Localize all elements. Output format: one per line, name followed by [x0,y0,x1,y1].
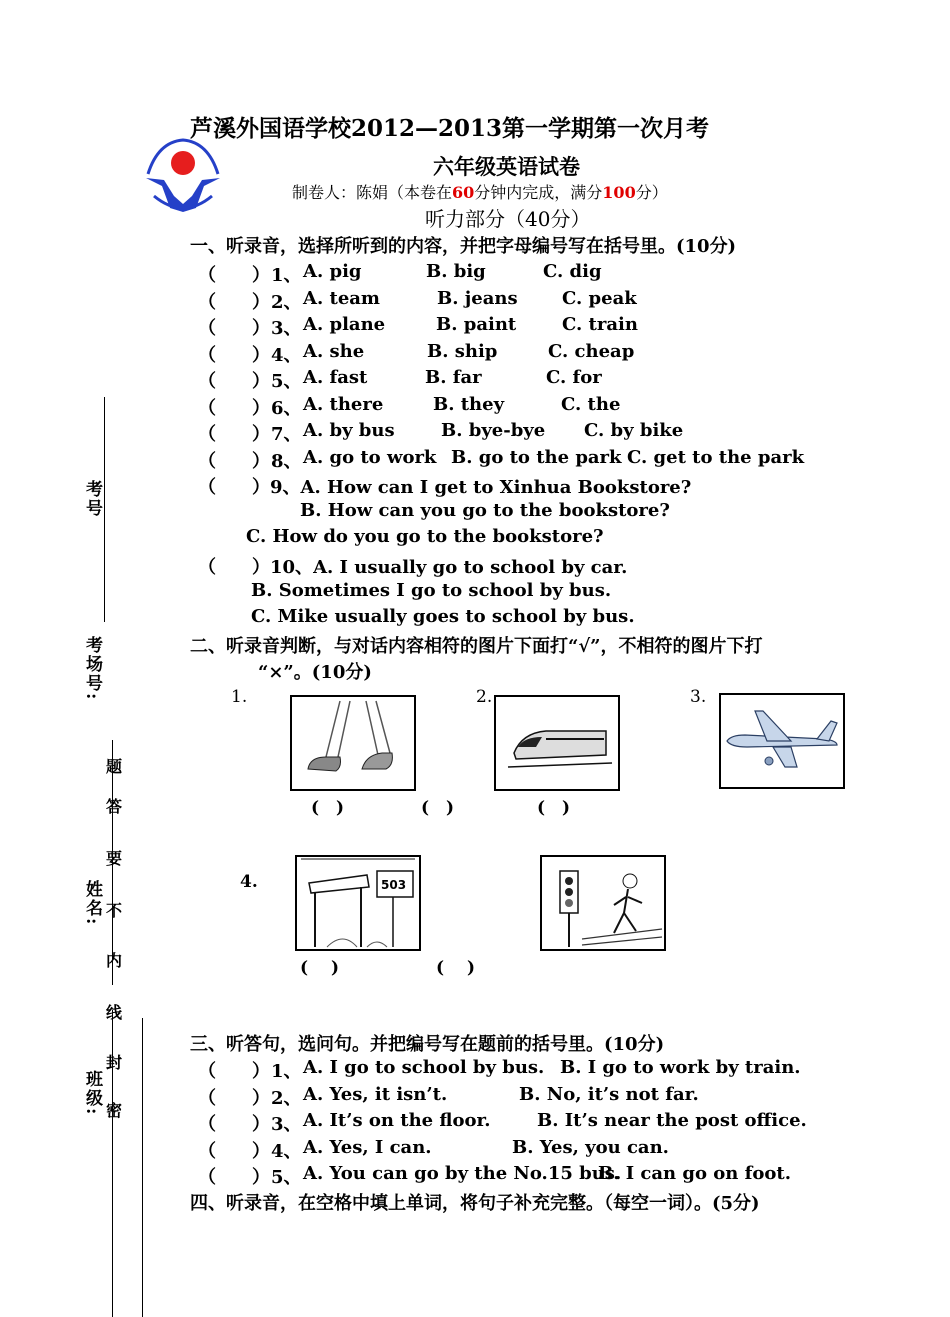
option-c: C. the [561,393,621,415]
walking-feet-picture [290,695,416,791]
bullet-train-picture [494,695,620,791]
seal-char: 封 [106,1053,123,1072]
info-score: 100 [602,183,636,202]
question-number: 3、 [271,318,302,339]
exam-info [292,180,668,203]
q10-option-c: C. Mike usually goes to school by bus. [251,606,635,627]
option-b: B. bye-bye [441,420,546,441]
seal-char: 题 [106,757,123,776]
section2-heading-2: “×”。(10分) [258,662,372,683]
option-a: A. How can I get to Xinhua Bookstore? [300,477,692,498]
option-c: C. by bike [584,420,684,441]
section4-heading: 四、听录音，在空格中填上单词，将句子补充完整。（每空一词）。(5分) [190,1193,760,1214]
option-a: A. fast [303,367,368,388]
seal-char: 不 [106,901,123,920]
traffic-light-picture [540,855,666,951]
option-a: A. team [303,287,380,309]
option-b: B. It’s near the post office. [537,1110,807,1131]
question-number: 7、 [271,424,302,445]
answer-paren[interactable]: （ ） [198,1140,270,1162]
q9-option-c: C. How do you go to the bookstore? [246,526,604,547]
q9-line-a [198,473,691,499]
exam-number-label: 考号 [82,480,102,518]
seal-char: 线 [106,1003,123,1022]
option-a: A. there [303,393,384,415]
q10-line-a [198,553,627,579]
option-a: A. she [303,340,365,362]
answer-paren[interactable]: （ ） [198,318,270,339]
option-c: C. cheap [548,340,635,362]
question-number: 1、 [271,265,302,286]
option-a: A. pig [303,261,362,282]
option-a: A. Yes, it isn’t. [303,1083,448,1105]
answer-paren[interactable]: （ ） [198,265,270,286]
picture-label-3: 3. [690,687,707,707]
answer-paren[interactable]: （ ） [198,424,270,445]
section2-heading-1: 二、听录音判断，与对话内容相符的图片下面打“√”，不相符的图片下打 [190,636,763,657]
section1-heading: 一、听录音，选择所听到的内容，并把字母编号写在括号里。(10分) [190,236,737,257]
q9-option-b: B. How can you go to the bookstore? [300,500,670,521]
answer-paren[interactable]: （ ） [198,450,270,472]
seal-char: 要 [106,849,123,868]
answer-paren[interactable]: （ ） [198,1061,270,1082]
answer-paren-2[interactable]: ( ) [421,798,455,818]
question-number: 9、 [270,477,301,498]
option-a: A. plane [303,314,386,335]
option-b: B. paint [436,314,517,335]
question-number: 6、 [271,397,302,419]
exam-title: 芦溪外国语学校2012—2013第一学期第一次月考 [190,115,710,142]
picture-label-2: 2. [476,687,493,707]
exam-room-label: 考场号: [82,636,102,702]
option-a: A. by bus [303,420,395,441]
answer-paren-4[interactable]: ( ) [300,958,340,978]
margin-line [142,1018,143,1317]
bus-sign-number: 503 [381,878,407,892]
option-c: C. get to the park [627,446,805,468]
answer-paren[interactable]: （ ） [198,344,270,366]
seal-char: 密 [106,1101,123,1120]
question-number: 5、 [271,1167,302,1188]
answer-paren[interactable]: （ ） [198,557,270,578]
answer-paren[interactable]: （ ） [198,477,270,498]
answer-paren-5[interactable]: ( ) [436,958,476,978]
answer-paren[interactable]: （ ） [198,1087,270,1109]
school-logo [140,138,226,218]
option-a: A. I usually go to school by car. [313,557,628,578]
bus-stop-picture [295,855,421,951]
option-a: A. go to work [303,446,437,468]
seal-char: 内 [106,951,123,970]
answer-paren[interactable]: （ ） [198,1114,270,1135]
info-mid: 分钟内完成，满分 [474,183,603,202]
answer-paren-3[interactable]: ( ) [537,798,571,818]
question-number: 2、 [271,1087,302,1109]
info-suffix: 分） [635,183,668,202]
option-a: A. I go to school by bus. [303,1057,545,1078]
question-number: 8、 [271,450,302,472]
picture-label-4: 4. [240,872,258,892]
picture-label-1: 1. [231,687,248,707]
question-number: 5、 [271,371,302,392]
option-b: B. go to the park [451,446,622,468]
name-label: 姓名: [82,880,102,927]
answer-paren[interactable]: （ ） [198,291,270,313]
option-c: C. peak [562,287,637,309]
info-minutes: 60 [452,183,475,202]
question-number: 10、 [270,557,314,578]
exam-subtitle: 六年级英语试卷 [433,154,580,179]
question-number: 2、 [271,291,302,313]
option-a: A. Yes, I can. [303,1136,432,1158]
answer-paren[interactable]: （ ） [198,1167,270,1188]
option-b: B. jeans [437,287,518,309]
option-c: C. dig [543,261,602,282]
option-c: C. for [546,367,602,388]
option-b: B. they [433,393,505,415]
option-b: B. Yes, you can. [512,1136,669,1158]
option-a: A. It’s on the floor. [303,1110,491,1131]
answer-paren-1[interactable]: ( ) [311,798,345,818]
option-b: B. ship [427,340,498,362]
answer-paren[interactable]: （ ） [198,371,270,392]
option-a: A. You can go by the No.15 bus. [303,1163,622,1184]
option-b: B. No, it’s not far. [519,1083,699,1105]
option-b: B. big [426,261,486,282]
seal-char: 答 [106,797,123,816]
option-b: B. far [425,367,482,388]
option-b: B. I go to work by train. [560,1057,801,1078]
question-number: 4、 [271,1140,302,1162]
question-number: 1、 [271,1061,302,1082]
question-number: 4、 [271,344,302,366]
airplane-picture [719,693,845,789]
answer-paren[interactable]: （ ） [198,397,270,419]
part-heading: 听力部分（40分） [425,207,591,231]
class-label: 班级: [82,1070,102,1117]
q10-option-b: B. Sometimes I go to school by bus. [251,580,612,601]
info-prefix: 制卷人：陈娟（本卷在 [292,183,453,202]
question-number: 3、 [271,1114,302,1135]
section3-heading: 三、听答句，选问句。并把编号写在题前的括号里。(10分) [190,1034,665,1055]
option-b: B. I can go on foot. [598,1163,791,1184]
option-c: C. train [562,314,638,335]
